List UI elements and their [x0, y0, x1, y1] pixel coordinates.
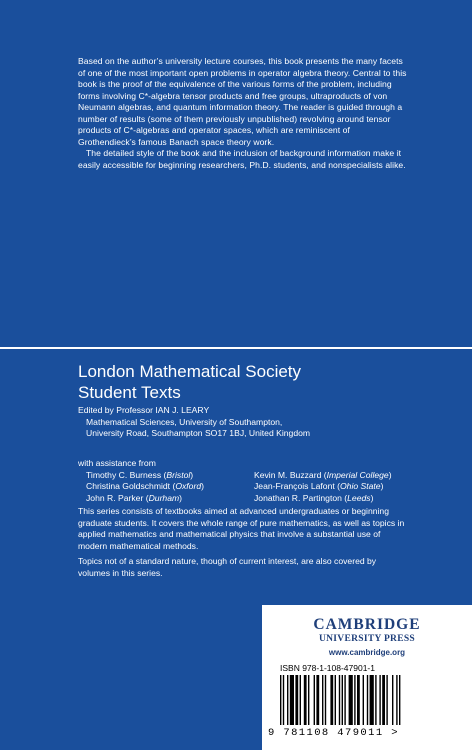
assistant-entry: Christina Goldschmidt (Oxford) — [86, 481, 204, 491]
blurb-paragraph-2: The detailed style of the book and the inclusion of background information make it easily accessible for beginning researchers, Ph.D. students, and nonspecialists alike. — [78, 148, 406, 170]
description-paragraph-2: Topics not of a standard nature, though of current interest, are also covered by volumes in this series. — [78, 556, 377, 578]
series-description — [78, 506, 408, 583]
back-cover-blurb — [78, 56, 408, 171]
assistance-list — [78, 470, 438, 505]
publisher-box — [262, 605, 472, 750]
series-editor — [78, 405, 438, 440]
assistance-block — [78, 458, 438, 504]
assistant-entry: Timothy C. Burness (Bristol) — [86, 469, 194, 480]
editor-line-1: Edited by Professor IAN J. LEARY — [78, 405, 210, 415]
description-paragraph-1: This series consists of textbooks aimed at advanced undergraduates or beginning graduate students. It covers the whole range of pure mathematics, as well as topics in applied mathematics and mathematical physics that involve a substantial use of modern mathematical methods. — [78, 506, 405, 551]
barcode-icon — [280, 675, 458, 725]
publisher-logo-name: CAMBRIDGE — [313, 616, 421, 633]
publisher-logo-subtitle: UNIVERSITY PRESS — [318, 634, 416, 644]
barcode-digits: 9 781108 479011 > — [268, 727, 399, 739]
publisher-url: www.cambridge.org — [328, 648, 406, 657]
editor-line-2: Mathematical Sciences, University of Southampton, — [86, 416, 283, 427]
assistant-entry: Jean-François Lafont (Ohio State) — [254, 481, 384, 491]
blurb-paragraph-1: Based on the author’s university lecture courses, this book presents the many facets of one of the most important open problems in operator algebra theory. Central to this book is the proof of the equivalence of the various forms of the problem, including forms involving C*-algebra tensor products and free groups, ultraproducts of von Neumann algebras, and quantum information theory. The reader is guided through a number of results (some of them previously unpublished) revolving around tensor products of C*-algebras and operator spaces, which are reminiscent of Grothendieck’s famous Banach space theory work. — [78, 56, 407, 147]
series-title-line-2: Student Texts — [78, 383, 181, 402]
assistant-entry: John R. Parker (Durham) — [86, 492, 183, 503]
assistance-label: with assistance from — [78, 458, 156, 468]
divider-line — [0, 347, 472, 349]
series-title — [78, 361, 408, 403]
isbn-text: ISBN 978-1-108-47901-1 — [280, 663, 375, 673]
series-title-line-1: London Mathematical Society — [78, 362, 302, 381]
assistant-entry: Jonathan R. Partington (Leeds) — [254, 492, 374, 503]
assistant-entry: Kevin M. Buzzard (Imperial College) — [254, 469, 392, 480]
editor-line-3: University Road, Southampton SO17 1BJ, United Kingdom — [86, 428, 311, 438]
